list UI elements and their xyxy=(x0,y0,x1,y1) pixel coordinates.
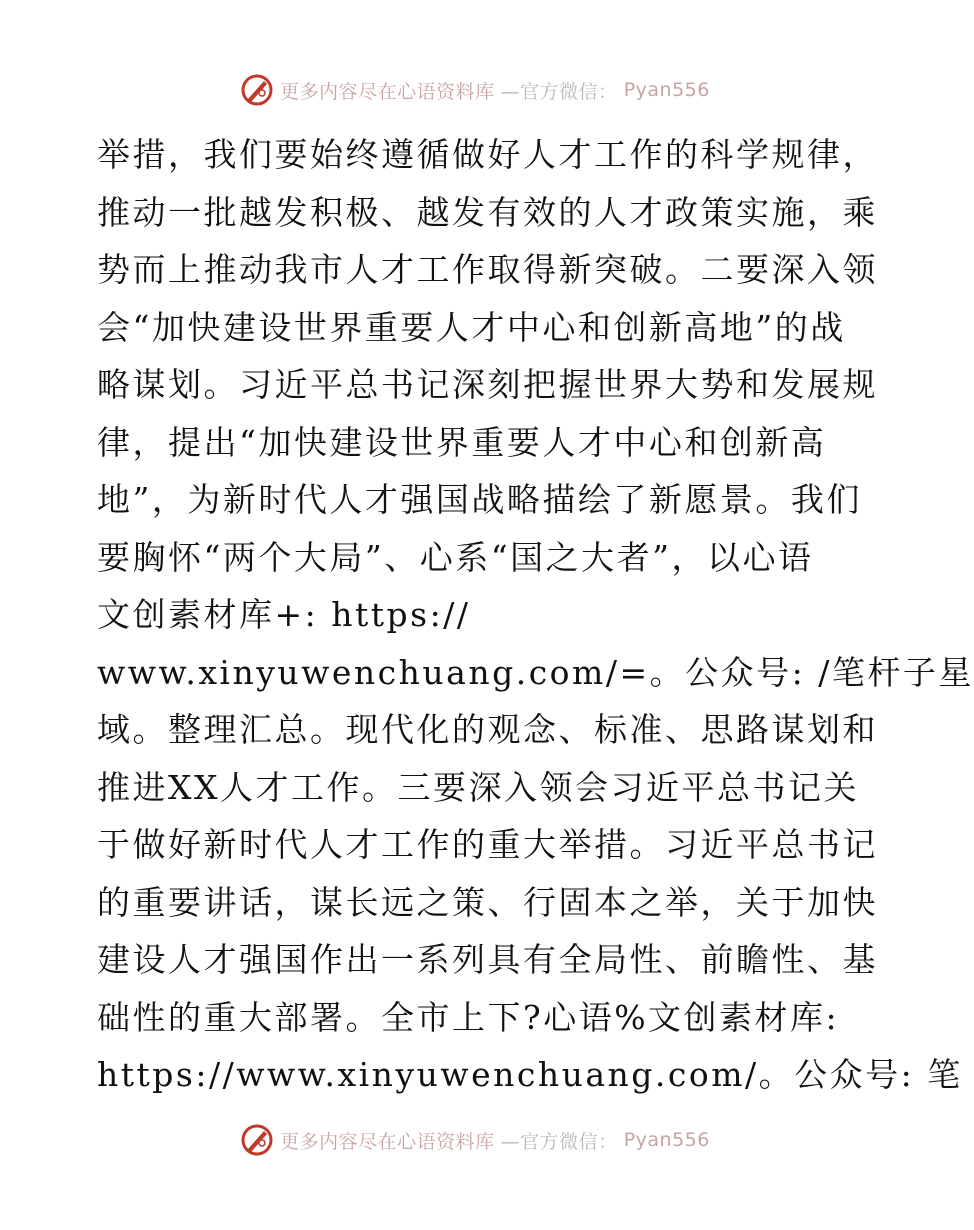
text-line: 略谋划。习近平总书记深刻把握世界大势和发展规 xyxy=(97,365,878,404)
text-line: 举措，我们要始终遵循做好人才工作的科学规律， xyxy=(97,135,878,174)
text-line: 会“加快建设世界重要人才中心和创新高地”的战 xyxy=(97,307,846,347)
pen-logo-icon xyxy=(240,1123,274,1157)
document-body xyxy=(97,126,974,1104)
footer-banner xyxy=(0,1120,950,1160)
text-line: 础性的重大部署。全市上下?心语%文创素材库: xyxy=(97,997,840,1037)
text-line: 的重要讲话，谋长远之策、行固本之举，关于加快 xyxy=(97,882,878,922)
header-banner xyxy=(0,70,950,110)
banner-wechat-label: —官方微信： xyxy=(500,80,618,103)
text-line: 律，提出“加快建设世界重要人才中心和创新高 xyxy=(97,422,827,462)
banner-wechat-id: Pyan556 xyxy=(623,79,710,101)
text-line: 于做好新时代人才工作的重大举措。习近平总书记 xyxy=(97,825,878,864)
banner-wechat-label: —官方微信： xyxy=(500,1130,618,1153)
text-line: 域。整理汇总。现代化的观念、标准、思路谋划和 xyxy=(97,710,878,749)
banner-text: 更多内容尽在心语资料库 xyxy=(280,80,495,103)
text-line: 推进XX人才工作。三要深入领会习近平总书记关 xyxy=(97,767,859,807)
pen-logo-icon xyxy=(240,73,274,107)
banner-text: 更多内容尽在心语资料库 xyxy=(280,1130,495,1153)
banner-wechat-id: Pyan556 xyxy=(623,1129,710,1151)
text-line: https://www.xinyuwenchuang.com/。公众号: 笔 xyxy=(97,1055,963,1094)
text-line: www.xinyuwenchuang.com/=。公众号: /笔杆子星 xyxy=(97,652,974,692)
text-line: 推动一批越发积极、越发有效的人才政策实施，乘 xyxy=(97,192,878,232)
text-line: 势而上推动我市人才工作取得新突破。二要深入领 xyxy=(97,250,878,289)
text-line: 要胸怀“两个大局”、心系“国之大者”，以心语 xyxy=(97,537,814,577)
text-line: 建设人才强国作出一系列具有全局性、前瞻性、基 xyxy=(97,940,878,979)
text-line: 文创素材库+: https:// xyxy=(97,595,471,634)
text-line: 地”，为新时代人才强国战略描绘了新愿景。我们 xyxy=(97,480,862,519)
